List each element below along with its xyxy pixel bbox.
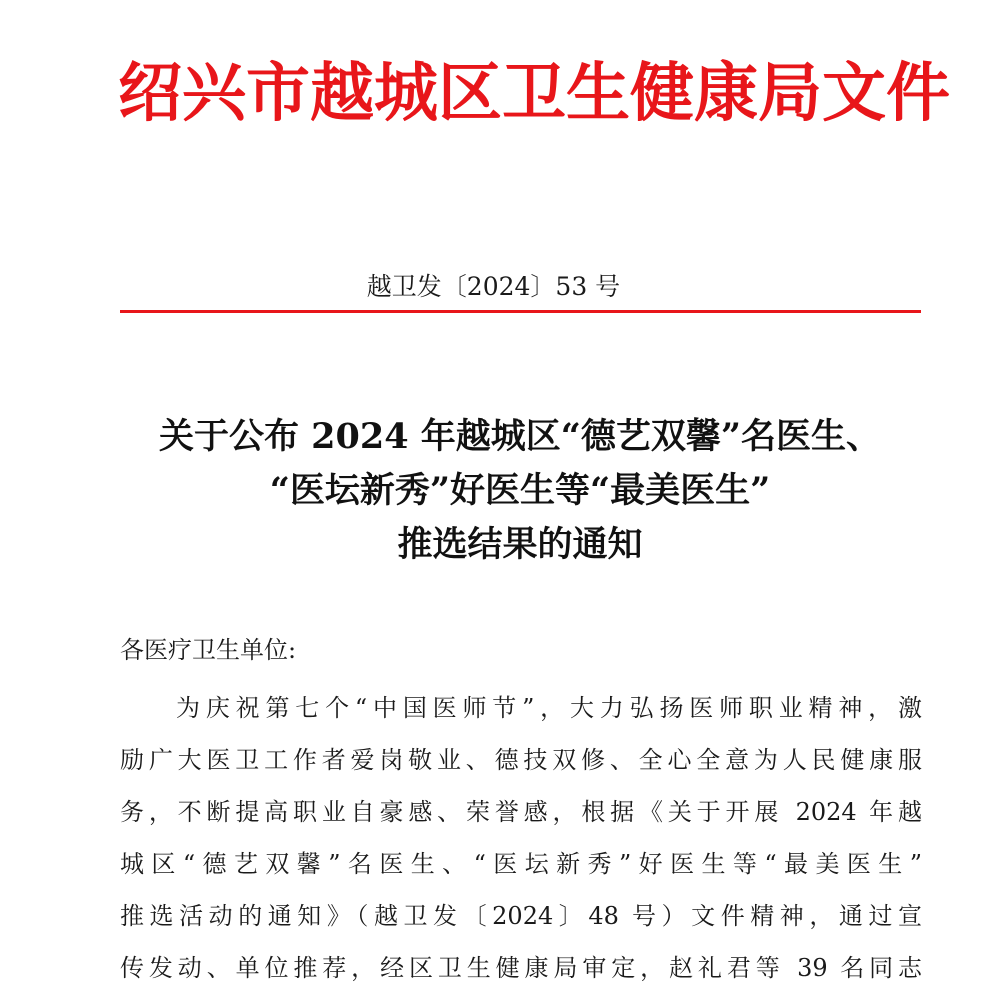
title-line-2: “医坛新秀”好医生等“最美医生” — [269, 470, 771, 511]
salutation: 各医疗卫生单位: — [120, 636, 297, 664]
notice-title — [100, 410, 940, 572]
body-line: 推选活动的通知》（越卫发〔2024〕48 号）文件精神，通过宣 — [120, 902, 922, 930]
body-line: 传发动、单位推荐，经区卫生健康局审定，赵礼君等 39 名同志 — [120, 954, 922, 982]
body-line: 励广大医卫工作者爱岗敬业、德技双修、全心全意为人民健康服 — [120, 746, 922, 774]
title-line-1: 关于公布 2024 年越城区“德艺双馨”名医生、 — [158, 416, 882, 457]
red-divider-line — [120, 310, 921, 313]
title-line-3: 推选结果的通知 — [397, 524, 643, 565]
body-line: 为庆祝第七个“中国医师节”，大力弘扬医师职业精神，激 — [176, 694, 922, 722]
body-line: 城区“德艺双馨”名医生、“医坛新秀”好医生等“最美医生” — [120, 850, 922, 878]
issuer-masthead: 绍兴市越城区卫生健康局文件 — [118, 56, 950, 131]
body-line: 务，不断提高职业自豪感、荣誉感，根据《关于开展 2024 年越 — [120, 798, 922, 826]
document-number: 越卫发〔2024〕53 号 — [366, 272, 621, 301]
body-paragraph — [120, 682, 922, 994]
